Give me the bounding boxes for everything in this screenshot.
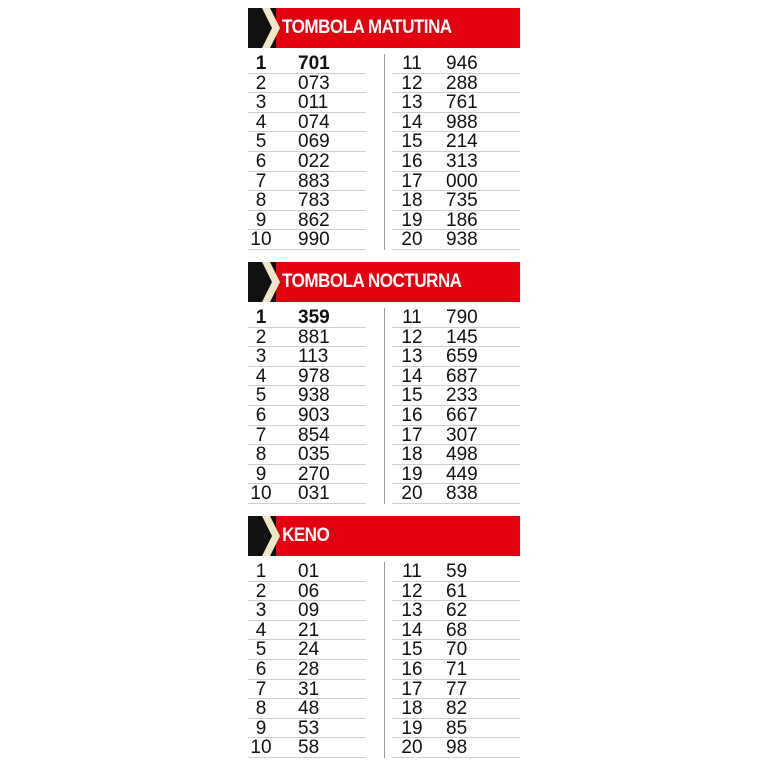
result-position: 1 — [255, 561, 267, 582]
result-number: 82 — [446, 698, 468, 720]
result-row — [248, 211, 366, 231]
column-divider — [384, 54, 385, 250]
result-number: 988 — [446, 111, 478, 133]
result-position: 3 — [255, 92, 267, 114]
result-position: 15 — [401, 639, 423, 661]
result-number: 881 — [298, 326, 330, 348]
result-row — [248, 738, 366, 758]
result-row — [392, 152, 520, 172]
result-position: 19 — [401, 463, 423, 485]
result-position: 18 — [401, 190, 423, 212]
chevron-right-icon — [260, 8, 284, 48]
result-number: 946 — [446, 53, 478, 74]
result-row — [248, 152, 366, 172]
column-divider — [384, 562, 385, 758]
result-position: 6 — [255, 150, 267, 172]
section-header — [248, 516, 520, 556]
result-row — [248, 172, 366, 192]
result-number: 31 — [298, 678, 320, 700]
result-position: 1 — [255, 53, 267, 74]
result-number: 48 — [298, 698, 320, 720]
result-row — [392, 386, 520, 406]
section-title: KENO — [282, 525, 330, 546]
result-number: 85 — [446, 717, 468, 739]
results-columns — [248, 308, 520, 506]
result-number: 735 — [446, 190, 478, 212]
result-number: 21 — [298, 619, 320, 641]
results-column-left — [248, 308, 366, 504]
result-row — [392, 54, 520, 74]
results-column-left — [248, 54, 366, 250]
result-number: 790 — [446, 307, 478, 328]
result-position: 15 — [401, 131, 423, 153]
result-position: 16 — [401, 658, 423, 680]
result-position: 17 — [401, 424, 423, 446]
result-row — [248, 621, 366, 641]
chevron-right-icon — [260, 262, 284, 302]
section-tombola-nocturna — [248, 262, 520, 506]
result-position: 10 — [250, 737, 272, 759]
result-row — [392, 367, 520, 387]
result-number: 288 — [446, 72, 478, 94]
result-number: 359 — [298, 307, 330, 328]
result-number: 011 — [298, 92, 329, 114]
result-number: 313 — [446, 150, 478, 172]
result-row — [392, 132, 520, 152]
result-row — [392, 738, 520, 758]
result-position: 2 — [255, 72, 267, 94]
result-position: 5 — [255, 385, 267, 407]
result-row — [248, 386, 366, 406]
result-number: 938 — [298, 385, 330, 407]
result-number: 854 — [298, 424, 330, 446]
result-row — [392, 621, 520, 641]
result-row — [392, 680, 520, 700]
result-number: 862 — [298, 209, 330, 231]
result-number: 145 — [446, 326, 478, 348]
results-columns — [248, 54, 520, 252]
result-position: 12 — [401, 72, 423, 94]
result-position: 3 — [255, 600, 267, 622]
result-row — [392, 328, 520, 348]
result-position: 18 — [401, 698, 423, 720]
result-position: 7 — [255, 678, 267, 700]
result-number: 270 — [298, 463, 330, 485]
result-number: 031 — [298, 483, 330, 505]
result-row — [392, 113, 520, 133]
result-row — [248, 699, 366, 719]
result-number: 701 — [298, 53, 330, 74]
result-number: 069 — [298, 131, 330, 153]
result-position: 14 — [401, 619, 423, 641]
result-row — [248, 132, 366, 152]
result-row — [248, 445, 366, 465]
result-row — [248, 680, 366, 700]
section-header — [248, 8, 520, 48]
result-position: 10 — [250, 483, 272, 505]
result-row — [392, 640, 520, 660]
result-position: 3 — [255, 346, 267, 368]
result-number: 53 — [298, 717, 320, 739]
result-number: 000 — [446, 170, 478, 192]
result-number: 61 — [446, 580, 468, 602]
result-position: 8 — [255, 190, 267, 212]
result-position: 16 — [401, 150, 423, 172]
result-position: 5 — [255, 131, 267, 153]
result-row — [248, 230, 366, 250]
results-column-right — [392, 54, 520, 250]
result-position: 13 — [401, 600, 423, 622]
result-row — [392, 93, 520, 113]
result-row — [248, 426, 366, 446]
result-row — [392, 74, 520, 94]
result-position: 9 — [255, 209, 267, 231]
result-number: 68 — [446, 619, 468, 641]
result-row — [392, 230, 520, 250]
result-number: 978 — [298, 365, 330, 387]
result-row — [392, 484, 520, 504]
result-position: 1 — [255, 307, 267, 328]
result-number: 24 — [298, 639, 320, 661]
result-row — [248, 191, 366, 211]
result-row — [248, 93, 366, 113]
result-number: 498 — [446, 444, 478, 466]
result-row — [392, 660, 520, 680]
result-position: 11 — [402, 307, 422, 328]
result-row — [248, 601, 366, 621]
result-row — [392, 406, 520, 426]
result-position: 4 — [255, 619, 267, 641]
result-row — [248, 484, 366, 504]
results-column-right — [392, 308, 520, 504]
result-number: 783 — [298, 190, 330, 212]
result-position: 14 — [401, 111, 423, 133]
result-row — [392, 426, 520, 446]
result-position: 7 — [255, 170, 267, 192]
results-column-right — [392, 562, 520, 758]
result-row — [248, 406, 366, 426]
result-position: 4 — [255, 365, 267, 387]
result-row — [248, 719, 366, 739]
result-row — [392, 347, 520, 367]
result-number: 98 — [446, 737, 468, 759]
result-position: 8 — [255, 444, 267, 466]
result-number: 01 — [298, 561, 320, 582]
result-position: 14 — [401, 365, 423, 387]
results-column-left — [248, 562, 366, 758]
results-columns — [248, 562, 520, 760]
result-number: 113 — [298, 346, 329, 368]
result-row — [248, 640, 366, 660]
result-row — [248, 308, 366, 328]
result-position: 17 — [401, 678, 423, 700]
result-number: 659 — [446, 346, 478, 368]
section-title: TOMBOLA NOCTURNA — [282, 271, 462, 292]
result-row — [248, 113, 366, 133]
result-number: 59 — [446, 561, 468, 582]
result-position: 19 — [401, 717, 423, 739]
result-row — [248, 367, 366, 387]
column-divider — [384, 308, 385, 504]
result-position: 12 — [401, 326, 423, 348]
result-position: 20 — [401, 483, 423, 505]
result-row — [392, 172, 520, 192]
result-row — [248, 54, 366, 74]
result-position: 17 — [401, 170, 423, 192]
section-tombola-matutina — [248, 8, 520, 252]
result-number: 687 — [446, 365, 478, 387]
result-position: 7 — [255, 424, 267, 446]
result-number: 70 — [446, 639, 468, 661]
result-row — [392, 601, 520, 621]
result-row — [392, 211, 520, 231]
result-row — [248, 347, 366, 367]
chevron-right-icon — [260, 516, 284, 556]
result-row — [392, 191, 520, 211]
result-row — [248, 74, 366, 94]
result-number: 307 — [446, 424, 478, 446]
result-number: 233 — [446, 385, 478, 407]
result-row — [392, 582, 520, 602]
result-number: 77 — [446, 678, 468, 700]
result-position: 13 — [401, 92, 423, 114]
result-position: 6 — [255, 658, 267, 680]
section-title: TOMBOLA MATUTINA — [282, 17, 452, 38]
result-number: 761 — [446, 92, 478, 114]
result-row — [248, 562, 366, 582]
result-row — [392, 699, 520, 719]
result-row — [392, 719, 520, 739]
result-row — [248, 582, 366, 602]
result-number: 903 — [298, 404, 330, 426]
result-number: 035 — [298, 444, 330, 466]
section-keno — [248, 516, 520, 760]
result-number: 449 — [446, 463, 478, 485]
result-position: 11 — [402, 561, 422, 582]
result-number: 074 — [298, 111, 330, 133]
result-number: 022 — [298, 150, 330, 172]
result-row — [392, 445, 520, 465]
result-row — [392, 308, 520, 328]
result-position: 9 — [255, 463, 267, 485]
result-position: 11 — [402, 53, 422, 74]
result-number: 938 — [446, 229, 478, 251]
result-position: 20 — [401, 229, 423, 251]
result-number: 58 — [298, 737, 320, 759]
result-number: 073 — [298, 72, 330, 94]
result-number: 06 — [298, 580, 320, 602]
result-row — [392, 465, 520, 485]
result-position: 5 — [255, 639, 267, 661]
result-position: 10 — [250, 229, 272, 251]
result-number: 71 — [446, 658, 468, 680]
result-position: 8 — [255, 698, 267, 720]
result-position: 12 — [401, 580, 423, 602]
result-position: 6 — [255, 404, 267, 426]
result-number: 62 — [446, 600, 468, 622]
result-number: 883 — [298, 170, 330, 192]
result-position: 18 — [401, 444, 423, 466]
result-row — [392, 562, 520, 582]
result-position: 13 — [401, 346, 423, 368]
result-position: 2 — [255, 580, 267, 602]
section-header — [248, 262, 520, 302]
result-number: 838 — [446, 483, 478, 505]
result-number: 09 — [298, 600, 320, 622]
result-position: 16 — [401, 404, 423, 426]
result-position: 20 — [401, 737, 423, 759]
result-number: 214 — [446, 131, 478, 153]
result-position: 2 — [255, 326, 267, 348]
result-number: 28 — [298, 658, 320, 680]
result-position: 15 — [401, 385, 423, 407]
result-number: 186 — [446, 209, 478, 231]
result-position: 19 — [401, 209, 423, 231]
result-row — [248, 465, 366, 485]
result-row — [248, 328, 366, 348]
result-number: 667 — [446, 404, 478, 426]
result-row — [248, 660, 366, 680]
result-position: 4 — [255, 111, 267, 133]
result-number: 990 — [298, 229, 330, 251]
result-position: 9 — [255, 717, 267, 739]
